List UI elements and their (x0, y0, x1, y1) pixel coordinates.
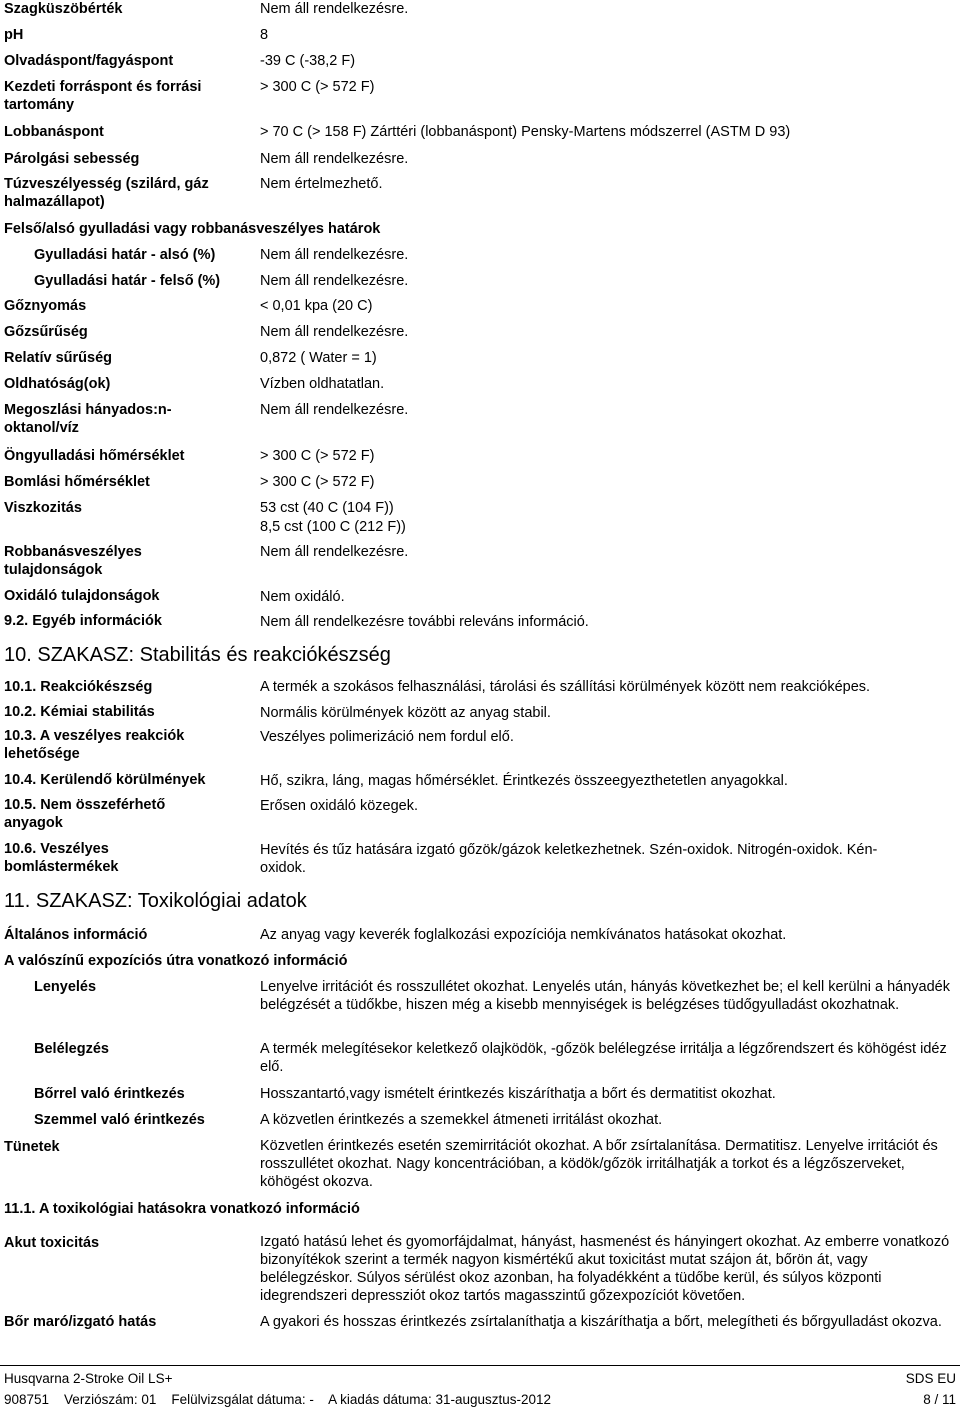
prop-value: 53 cst (40 C (104 F)) (260, 500, 394, 516)
prop-label: Gőznyomás (4, 298, 87, 314)
footer-doc-type: SDS EU (905, 1371, 956, 1386)
s10-label: 10.3. A veszélyes reakciók lehetősége (4, 728, 185, 762)
prop-label: Gyulladási határ - felső (%) (34, 273, 221, 289)
s10-value: Veszélyes polimerizáció nem fordul elő. (260, 729, 514, 745)
prop-value: > 70 C (> 158 F) Zárttéri (lobbanáspont) Pensky-Martens módszerrel (ASTM D 93) (260, 124, 791, 140)
prop-label: Túzveszélyesség (szilárd, gáz halmazállapot) (4, 176, 209, 210)
prop-value: > 300 C (> 572 F) (260, 448, 375, 464)
s11-route-label: Szemmel való érintkezés (34, 1112, 205, 1128)
prop-label: Robbanásveszélyes tulajdonságok (4, 544, 142, 578)
prop-label: Oxidáló tulajdonságok (4, 588, 160, 604)
s10-label: 10.6. Veszélyes bomlástermékek (4, 841, 119, 875)
footer-page-number: 8 / 11 (923, 1392, 956, 1407)
s10-value: Erősen oxidáló közegek. (260, 798, 418, 814)
s11-effect-value: Izgató hatású lehet és gyomorfájdalmat, hányást, hasmenést és hányingert okozhat. Az emberre vonatkozó bizonyítékok szerint a termék nagyon kismértékű akut toxicitást mutat szájon át, bőrön át, vagy belélegzéskor. Súlyos sérülést okoz azonban, ha folyadékként a tüdőbe kerül, és súlyos központi idegrendszeri depressziót okoz tartós magasszintű gőzexpozíciót követően. (260, 1234, 950, 1304)
prop-label: Bomlási hőmérséklet (4, 474, 150, 490)
s11-route-value: A közvetlen érintkezés a szemekkel átmeneti irritálást okozhat. (260, 1112, 663, 1128)
s11-routes-heading: A valószínű expozíciós útra vonatkozó információ (4, 953, 348, 969)
prop-label: Gőzsűrűség (4, 324, 88, 340)
prop-value: Nem áll rendelkezésre. (260, 247, 409, 263)
s11-route-value: Hosszantartó,vagy ismételt érintkezés kiszáríthatja a bőrt és dermatitist okozhat. (260, 1086, 776, 1102)
prop-value: -39 C (-38,2 F) (260, 53, 356, 69)
s11-route-label: Lenyelés (34, 979, 97, 995)
prop-label: Relatív sűrűség (4, 350, 112, 366)
prop-value: 8 (260, 27, 269, 43)
s11-general-value: Az anyag vagy keverék foglalkozási expozíciója nemkívánatos hatásokat okozhat. (260, 927, 787, 943)
prop-label: Gyulladási határ - alsó (%) (34, 247, 216, 263)
section-11-title: 11. SZAKASZ: Toxikológiai adatok (4, 890, 307, 912)
prop-value: Nem áll rendelkezésre további releváns információ. (260, 614, 589, 630)
s11-symptoms-label: Tünetek (4, 1139, 60, 1155)
prop-label: Olvadáspont/fagyáspont (4, 53, 174, 69)
footer-product: Husqvarna 2-Stroke Oil LS+ (4, 1371, 173, 1386)
prop-label: Megoszlási hányados:n-oktanol/víz (4, 402, 172, 436)
s10-label: 10.1. Reakciókészség (4, 679, 153, 695)
s10-label: 10.5. Nem összeférhető anyagok (4, 797, 166, 831)
prop-label: Öngyulladási hőmérséklet (4, 448, 185, 464)
limits-heading: Felső/alsó gyulladási vagy robbanásveszélyes határok (4, 221, 381, 237)
s11-route-value: A termék melegítésekor keletkező olajködök, -gőzök belélegzése irritálja a légzőrendszert és köhögést idéz elő. (260, 1041, 947, 1075)
s10-value: Hő, szikra, láng, magas hőmérséklet. Érintkezés összeegyezthetetlen anyagokkal. (260, 773, 788, 789)
prop-label: Kezdeti forráspont és forrási tartomány (4, 79, 202, 113)
prop-label: Szagküszöbérték (4, 1, 123, 17)
prop-value: 8,5 cst (100 C (212 F)) (260, 519, 406, 535)
footer-rule (0, 1365, 960, 1366)
s11-route-label: Bőrrel való érintkezés (34, 1086, 185, 1102)
prop-value: Nem áll rendelkezésre. (260, 151, 409, 167)
footer-meta: 908751 Verziószám: 01 Felülvizsgálat dátuma: - A kiadás dátuma: 31-augusztus-2012 (4, 1392, 552, 1407)
s11-general-label: Általános információ (4, 927, 148, 943)
prop-value: < 0,01 kpa (20 C) (260, 298, 373, 314)
prop-value: > 300 C (> 572 F) (260, 474, 375, 490)
s10-value: Hevítés és tűz hatására izgató gőzök/gázok keletkezhetnek. Szén-oxidok. Nitrogén-oxidok. Kén-oxidok. (260, 842, 878, 876)
s11-route-value: Lenyelve irritációt és rosszullétet okozhat. Lenyelés után, hányás következhet be; el kell kerülni a hányadék belégzését a tüdőkbe, hiszen még a kisebb mennyiségek is belégzéses tüdőgyulladást okozhatnak. (260, 979, 950, 1013)
s10-value: A termék a szokásos felhasználási, tárolási és szállítási körülmények között nem reakcióképes. (260, 679, 871, 695)
section-10-title: 10. SZAKASZ: Stabilitás és reakciókészség (4, 644, 391, 666)
prop-value: Nem értelmezhető. (260, 176, 383, 192)
s11-symptoms-value: Közvetlen érintkezés esetén szemirritációt okozhat. A bőr zsírtalanítása. Dermatitisz. Lenyelve irritációt és rosszullétet okozhat. Nagy koncentrációban, a ködök/gőzök irritálhatják a torkot és a légzőszerveket, köhögést okozva. (260, 1138, 938, 1190)
prop-label: Lobbanáspont (4, 124, 104, 140)
prop-value: 0,872 ( Water = 1) (260, 350, 377, 366)
s11-effect-label: Bőr maró/izgató hatás (4, 1314, 157, 1330)
prop-label: Viszkozitás (4, 500, 82, 516)
s11-effect-value: A gyakori és hosszas érintkezés zsírtalaníthatja a kiszáríthatja a bőrt, melegítheti és bőrgyulladást okozva. (260, 1314, 942, 1330)
prop-value: Nem áll rendelkezésre. (260, 273, 409, 289)
s11-route-label: Belélegzés (34, 1041, 109, 1057)
prop-value: Nem áll rendelkezésre. (260, 324, 409, 340)
prop-label: pH (4, 27, 24, 43)
s11-subheading: 11.1. A toxikológiai hatásokra vonatkozó információ (4, 1201, 360, 1217)
prop-label: Oldhatóság(ok) (4, 376, 111, 392)
s10-label: 10.4. Kerülendő körülmények (4, 772, 206, 788)
prop-value: > 300 C (> 572 F) (260, 79, 375, 95)
s10-value: Normális körülmények között az anyag stabil. (260, 705, 551, 721)
s10-label: 10.2. Kémiai stabilitás (4, 704, 155, 720)
prop-label: 9.2. Egyéb információk (4, 613, 162, 629)
prop-value: Nem áll rendelkezésre. (260, 402, 409, 418)
prop-value: Nem oxidáló. (260, 589, 345, 605)
prop-label: Párolgási sebesség (4, 151, 140, 167)
prop-value: Nem áll rendelkezésre. (260, 544, 409, 560)
s11-effect-label: Akut toxicitás (4, 1235, 100, 1251)
prop-value: Vízben oldhatatlan. (260, 376, 385, 392)
prop-value: Nem áll rendelkezésre. (260, 1, 409, 17)
